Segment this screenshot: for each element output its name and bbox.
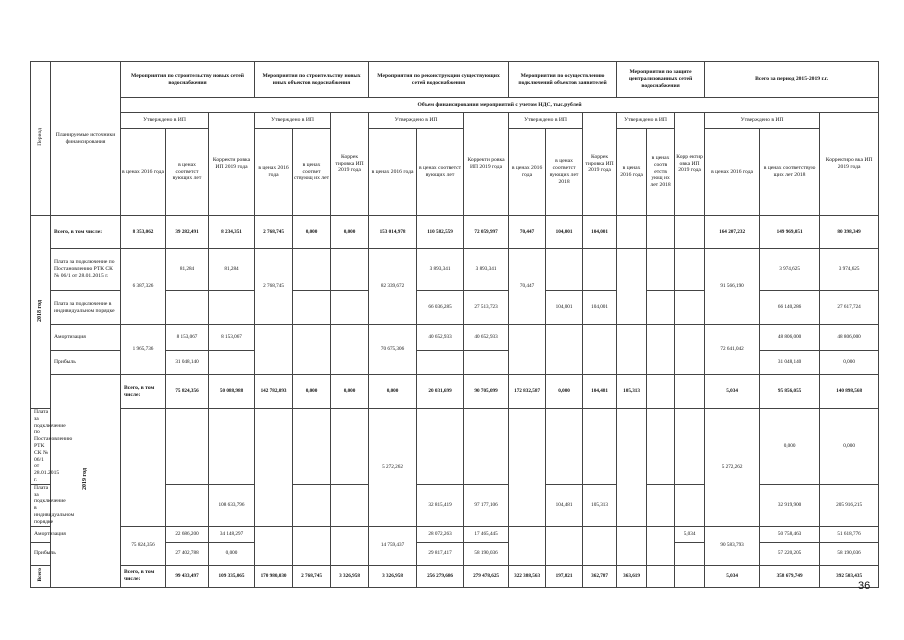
- cell: [617, 409, 647, 527]
- cell: [331, 484, 369, 526]
- cell: 72 059,997: [464, 216, 509, 249]
- cell: [417, 351, 464, 375]
- cell: 0,000: [331, 216, 369, 249]
- cell: [331, 325, 369, 375]
- cell: [647, 216, 675, 249]
- approved-6: Утверждено в ИП: [705, 113, 820, 129]
- cell: 0,000: [546, 375, 583, 409]
- cell: 17 465,445: [464, 526, 509, 542]
- cell: [675, 484, 705, 526]
- sub-2b: в ценах соответ ствующ их лет: [293, 129, 331, 216]
- cell: [509, 409, 546, 527]
- cell: 48 806,000: [820, 325, 879, 351]
- cell: [293, 249, 331, 291]
- cell: 31 048,140: [760, 351, 820, 375]
- approved-4: Утверждено в ИП: [509, 113, 583, 129]
- cell: 28 072,263: [417, 526, 464, 542]
- cell: 75 824,356: [166, 375, 209, 409]
- period-2018: 2018 год: [31, 216, 51, 409]
- approved-1: Утверждено в ИП: [121, 113, 209, 129]
- header-group-6: Всего за период 2015-2019 г.г.: [705, 62, 879, 98]
- cell: 104,001: [546, 291, 583, 325]
- cell: [509, 325, 546, 375]
- cell: 164 207,232: [705, 216, 760, 249]
- header-group-1: Мероприятия по строительству новых сетей водоснабжения: [121, 62, 255, 98]
- header-period: Период: [31, 62, 51, 216]
- cell: 363,619: [617, 565, 647, 587]
- cell: 81,284: [209, 249, 255, 291]
- period-total: Всего: [31, 565, 51, 587]
- row-label-total: Всего, в том числе:: [51, 216, 121, 249]
- cell: [647, 565, 675, 587]
- cell: [293, 409, 331, 485]
- cell: [617, 216, 647, 249]
- cell: [583, 249, 617, 291]
- cell: 70,447: [509, 216, 546, 249]
- header-group-3: Мероприятия по реконструкции существующих сетей водоснабжения: [369, 62, 509, 98]
- cell: [331, 409, 369, 485]
- cell: 32 815,419: [417, 484, 464, 526]
- financing-table-sheet: [30, 61, 878, 588]
- cell: [675, 542, 705, 565]
- cell: 104,481: [583, 375, 617, 409]
- row-label-total: Всего, в том числе:: [121, 375, 166, 409]
- cell: 5,034: [675, 526, 705, 542]
- cell: [617, 526, 647, 565]
- cell: [647, 291, 675, 325]
- cell: [675, 249, 705, 291]
- cell: [675, 216, 705, 249]
- row-label-amort: Амортизация: [51, 325, 121, 351]
- cell: 8 153,067: [209, 325, 255, 351]
- sub-6b: в ценах соответствую щих лет 2018: [760, 129, 820, 216]
- cell: 105,313: [583, 484, 617, 526]
- cell: 29 817,417: [417, 542, 464, 565]
- period-2019: 2019 год: [51, 375, 121, 588]
- cell: 142 782,093: [255, 375, 293, 409]
- cell: 22 686,200: [166, 526, 209, 542]
- cell: 109 335,065: [209, 565, 255, 587]
- cell: [546, 249, 583, 291]
- cell: [647, 484, 675, 526]
- cell: 91 566,190: [705, 249, 760, 325]
- cell: 72 641,042: [705, 325, 760, 375]
- cell: [293, 291, 331, 325]
- sub-5a: в ценах 2016 года: [617, 129, 647, 216]
- cell: 27 402,788: [166, 542, 209, 565]
- page-number: 36: [858, 580, 871, 592]
- cell: 140 898,568: [820, 375, 879, 409]
- cell: 20 031,699: [417, 375, 464, 409]
- sub-3b: в ценах соответст вующих лет: [417, 129, 464, 216]
- cell: 57 220,205: [760, 542, 820, 565]
- cell: [209, 351, 255, 375]
- cell: 8 234,351: [209, 216, 255, 249]
- cell: [675, 375, 705, 409]
- cell: 5,034: [705, 375, 760, 409]
- row-label-fee-post: Плата за подключение по Постановлению РТК СК № 06/1 от 28.01.2015 г.: [31, 409, 51, 485]
- cell: 105,313: [617, 375, 647, 409]
- cell: [166, 484, 209, 526]
- cell: 51 618,776: [820, 526, 879, 542]
- cell: 0,000: [293, 216, 331, 249]
- approved-5: Утверждено в ИП: [617, 113, 675, 129]
- cell: 3 893,341: [464, 249, 509, 291]
- cell: [647, 325, 675, 375]
- cell: 172 832,587: [509, 375, 546, 409]
- cell: 0,000: [820, 351, 879, 375]
- cell: [647, 249, 675, 291]
- cell: [464, 409, 509, 485]
- cell: 80 398,349: [820, 216, 879, 249]
- row-label-fee-post: Плата за подключение по Постановлению РТК СК № 06/1 от 28.01.2015 г.: [51, 249, 121, 291]
- cell: 0,000: [331, 375, 369, 409]
- cell: 0,000: [820, 409, 879, 485]
- header-group-2: Мероприятия по строительству новых иных объектов водоснабжения: [255, 62, 369, 98]
- row-label-fee-ind: Плата за подключение в индивидуальном порядке: [51, 291, 121, 325]
- cell: [464, 351, 509, 375]
- cell: [546, 325, 583, 375]
- cell: 205 916,215: [820, 484, 879, 526]
- cell: [546, 409, 583, 485]
- cell: 50 088,988: [209, 375, 255, 409]
- header-sources: Планируемые источники финансирования: [51, 62, 121, 216]
- cell: [209, 409, 255, 485]
- cell: 66 140,286: [760, 291, 820, 325]
- sub-1a: в ценах 2016 года: [121, 129, 166, 216]
- cell: [647, 526, 675, 565]
- cell: [617, 325, 647, 375]
- sub-6a: в ценах 2016 года: [705, 129, 760, 216]
- cell: [509, 526, 546, 565]
- cell: 110 582,559: [417, 216, 464, 249]
- cell: 0,000: [209, 542, 255, 565]
- cell: [675, 565, 705, 587]
- cell: 3 893,341: [417, 249, 464, 291]
- cell: 322 388,563: [509, 565, 546, 587]
- cell: [675, 409, 705, 485]
- header-group-5: Мероприятия по защите централизованных сетей водоснабжения: [617, 62, 705, 98]
- cell: 99 433,497: [166, 565, 209, 587]
- approved-2: Утверждено в ИП: [255, 113, 331, 129]
- cell: 32 919,900: [760, 484, 820, 526]
- header-volume: Объем финансирования мероприятий с учетом НДС, тыс.рублей: [121, 98, 879, 113]
- cell: [293, 484, 331, 526]
- sub-1c: Корректи ровка ИП 2019 года: [209, 113, 255, 216]
- cell: 197,821: [546, 565, 583, 587]
- cell: 104,001: [583, 216, 617, 249]
- cell: [583, 409, 617, 485]
- cell: 95 856,055: [760, 375, 820, 409]
- cell: 3 326,958: [369, 565, 417, 587]
- cell: 14 759,437: [369, 526, 417, 565]
- cell: 58 190,036: [464, 542, 509, 565]
- cell: [293, 325, 331, 375]
- cell: [546, 526, 583, 565]
- cell: 82 339,672: [369, 249, 417, 325]
- cell: 0,000: [369, 375, 417, 409]
- cell: 50 758,463: [760, 526, 820, 542]
- cell: 108 633,796: [209, 484, 255, 526]
- row-label-amort: Амортизация: [31, 526, 51, 542]
- cell: [166, 291, 209, 325]
- cell: 0,000: [293, 375, 331, 409]
- cell: 3 326,958: [331, 565, 369, 587]
- cell: 104,481: [546, 484, 583, 526]
- sub-3a: в ценах 2016 года: [369, 129, 417, 216]
- cell: 0,000: [760, 409, 820, 485]
- cell: [121, 409, 166, 527]
- row-label-grand-total: Всего, в том числе:: [121, 565, 166, 587]
- cell: 5 272,262: [705, 409, 760, 527]
- cell: 75 824,356: [121, 526, 166, 565]
- cell: 31 048,140: [166, 351, 209, 375]
- cell: [583, 325, 617, 375]
- row-label-fee-ind: Плата за подключение в индивидуальном порядке: [31, 484, 51, 526]
- cell: 48 806,000: [760, 325, 820, 351]
- cell: 8 153,067: [166, 325, 209, 351]
- cell: 170 980,030: [255, 565, 293, 587]
- cell: 153 014,978: [369, 216, 417, 249]
- cell: 97 177,106: [464, 484, 509, 526]
- cell: [255, 409, 293, 527]
- sub-4b: в ценах соответст вующих лет 2018: [546, 129, 583, 216]
- sub-2c: Коррек тировка ИП 2019 года: [331, 113, 369, 216]
- cell: 81,284: [166, 249, 209, 291]
- cell: 104,001: [546, 216, 583, 249]
- cell: 6 387,326: [121, 249, 166, 325]
- sub-4a: в ценах 2016 года: [509, 129, 546, 216]
- cell: 70 675,306: [369, 325, 417, 375]
- cell: [583, 526, 617, 565]
- cell: 104,001: [583, 291, 617, 325]
- cell: 279 478,625: [464, 565, 509, 587]
- cell: 5 272,262: [369, 409, 417, 527]
- cell: 5,034: [705, 565, 760, 587]
- cell: [647, 409, 675, 485]
- cell: 34 148,297: [209, 526, 255, 542]
- sub-3c: Корректи ровка ИП 2019 года: [464, 113, 509, 216]
- cell: 3 974,625: [820, 249, 879, 291]
- cell: 39 282,491: [166, 216, 209, 249]
- cell: 2 768,745: [255, 249, 293, 325]
- cell: [331, 526, 369, 565]
- sub-1b: в ценах соответст вующих лет: [166, 129, 209, 216]
- cell: [255, 526, 293, 565]
- cell: 256 279,686: [417, 565, 464, 587]
- cell: [417, 409, 464, 485]
- cell: 2 768,745: [293, 565, 331, 587]
- cell: 3 974,625: [760, 249, 820, 291]
- cell: 392 503,435: [820, 565, 879, 587]
- sub-2a: в ценах 2016 года: [255, 129, 293, 216]
- cell: [675, 325, 705, 375]
- cell: [647, 375, 675, 409]
- row-label-profit: Прибыль: [51, 351, 121, 375]
- cell: [331, 291, 369, 325]
- cell: 90 583,793: [705, 526, 760, 565]
- cell: 70,447: [509, 249, 546, 325]
- cell: [617, 249, 647, 325]
- cell: [166, 409, 209, 485]
- approved-3: Утверждено в ИП: [369, 113, 464, 129]
- cell: [331, 249, 369, 291]
- cell: [675, 291, 705, 325]
- cell: [293, 526, 331, 565]
- cell: 40 652,933: [417, 325, 464, 351]
- cell: [209, 291, 255, 325]
- cell: 90 705,099: [464, 375, 509, 409]
- sub-6c: Корректиро вка ИП 2019 года: [820, 113, 879, 216]
- cell: 2 768,745: [255, 216, 293, 249]
- cell: 149 969,051: [760, 216, 820, 249]
- cell: 1 965,736: [121, 325, 166, 375]
- cell: 362,787: [583, 565, 617, 587]
- sub-4c: Коррек тировка ИП 2019 года: [583, 113, 617, 216]
- cell: 8 353,062: [121, 216, 166, 249]
- cell: 27 617,724: [820, 291, 879, 325]
- sub-5b: в ценах соотв етств ующ их лет 2018: [647, 129, 675, 216]
- row-label-profit: Прибыль: [31, 542, 51, 565]
- cell: 27 513,723: [464, 291, 509, 325]
- cell: [255, 325, 293, 375]
- cell: 358 679,749: [760, 565, 820, 587]
- financing-table: [30, 61, 879, 588]
- cell: 66 036,285: [417, 291, 464, 325]
- cell: 58 190,036: [820, 542, 879, 565]
- cell: 40 652,933: [464, 325, 509, 351]
- header-group-4: Мероприятия по осуществлению подключений объектов заявителей: [509, 62, 617, 98]
- sub-5c: Корр ектир овка ИП 2019 года: [675, 113, 705, 216]
